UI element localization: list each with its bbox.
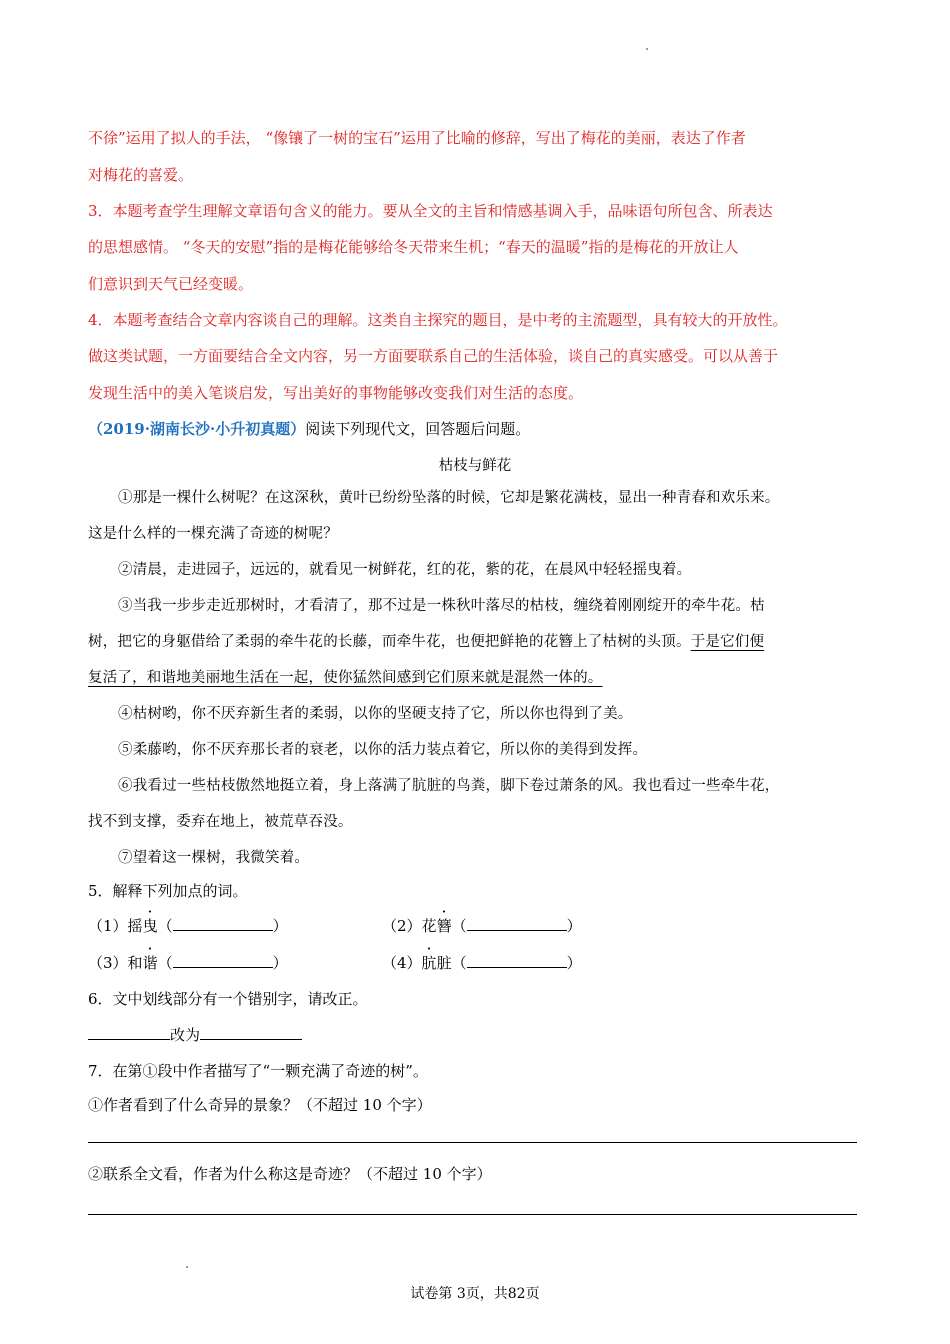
dotted-char: 肮: [421, 954, 437, 972]
analysis-line: 对梅花的喜爱。: [88, 166, 194, 184]
paren: ）: [566, 954, 582, 972]
item-number: （1）: [88, 917, 128, 935]
paren: （: [157, 917, 173, 935]
question-6: 6．文中划线部分有一个错别字，请改正。: [88, 990, 368, 1008]
item-number: （4）: [382, 954, 422, 972]
paren: （: [157, 954, 173, 972]
page-footer: 试卷第 3页，共82页: [410, 1286, 540, 1302]
analysis-q4-line: 做这类试题，一方面要结合全文内容，另一方面要联系自己的生活体验，谈自己的真实感受。可以从善于: [88, 347, 779, 365]
answer-blank[interactable]: [173, 916, 273, 931]
analysis-q3-line: 们意识到天气已经变暖。: [88, 275, 254, 293]
answer-blank[interactable]: [467, 953, 567, 968]
decorative-dot: [646, 48, 648, 50]
answer-line[interactable]: [88, 1214, 857, 1215]
analysis-q4-line: 4．本题考查结合文章内容谈自己的理解。这类自主探究的题目，是中考的主流题型，具有较大的开放性。: [88, 311, 788, 329]
question-5: 5．解释下列加点的词。: [88, 882, 248, 900]
item-number: （2）: [382, 917, 422, 935]
article-paragraph: ③当我一步步走近那树时，才看清了，那不过是一株秋叶落尽的枯枝，缠绕着刚刚绽开的牵牛花。枯: [118, 598, 765, 614]
question-7: 7．在第①段中作者描写了“一颗充满了奇迹的树”。: [88, 1062, 428, 1080]
dotted-char: 曳: [142, 917, 158, 935]
underlined-text: 复活了，和谐地美丽地生活在一起，使你猛然间感到它们原来就是混然一体的。: [88, 670, 603, 686]
article-text: 树，把它的身躯借给了柔弱的牵牛花的长藤，而牵牛花，也便把鲜艳的花簪上了枯树的头顶。: [88, 634, 691, 650]
item-word: 花: [421, 917, 437, 935]
answer-line[interactable]: [88, 1142, 857, 1143]
item-word: 脏: [436, 954, 452, 972]
underlined-text: 于是它们便: [690, 634, 765, 650]
q5-item-4: [382, 952, 582, 974]
paren: （: [451, 954, 467, 972]
paren: （: [451, 917, 467, 935]
question-7-1: ①作者看到了什么奇异的景象？（不超过 10 个字）: [88, 1096, 432, 1114]
analysis-q4-line: 发现生活中的美入笔谈启发，写出美好的事物能够改变我们对生活的态度。: [88, 384, 584, 402]
article-paragraph: ②清晨，走进园子，远远的，就看见一树鲜花，红的花，紫的花，在晨风中轻轻摇曳着。: [118, 562, 692, 578]
item-word: 和: [127, 954, 143, 972]
answer-blank[interactable]: [173, 953, 273, 968]
article-title: 枯枝与鲜花: [438, 458, 512, 474]
article-paragraph: ⑦望着这一棵树，我微笑着。: [118, 850, 310, 866]
source-line: [88, 418, 530, 440]
q5-item-2: [382, 915, 582, 937]
article-paragraph: [88, 631, 764, 653]
answer-blank[interactable]: [200, 1025, 302, 1040]
item-word: 摇: [127, 917, 143, 935]
q6-connector: 改为: [170, 1026, 201, 1044]
q6-answer-row: [88, 1024, 302, 1046]
item-number: （3）: [88, 954, 128, 972]
article-paragraph: ⑤柔藤哟，你不厌弃那长者的衰老，以你的活力装点着它，所以你的美得到发挥。: [118, 742, 648, 758]
dotted-char: 簪: [436, 917, 452, 935]
answer-blank[interactable]: [467, 916, 567, 931]
dotted-char: 谐: [142, 954, 158, 972]
decorative-dot: [186, 1266, 188, 1268]
analysis-line: 不徐”运用了拟人的手法， “像镶了一树的宝石”运用了比喻的修辞，写出了梅花的美丽，表达了作者: [88, 129, 746, 147]
paren: ）: [566, 917, 582, 935]
paren: ）: [272, 917, 288, 935]
q5-item-3: [88, 952, 288, 974]
article-paragraph: 这是什么样的一棵充满了奇迹的树呢？: [88, 526, 338, 542]
article-paragraph: ④枯树哟，你不厌弃新生者的柔弱，以你的坚硬支持了它，所以你也得到了美。: [118, 706, 633, 722]
paren: ）: [272, 954, 288, 972]
source-instruction: 阅读下列现代文，回答题后问题。: [305, 420, 531, 438]
analysis-q3-line: 的思想感情。 “冬天的安慰”指的是梅花能够给冬天带来生机；“春天的温暖”指的是梅花的开放让人: [88, 238, 739, 256]
q5-item-1: [88, 915, 288, 937]
answer-blank[interactable]: [88, 1025, 170, 1040]
article-paragraph: ①那是一棵什么树呢？在这深秋，黄叶已纷纷坠落的时候，它却是繁花满枝，显出一种青春和欢乐来。: [118, 490, 780, 506]
analysis-q3-line: 3．本题考查学生理解文章语句含义的能力。要从全文的主旨和情感基调入手，品味语句所包含、所表达: [88, 202, 773, 220]
source-tag: （2019·湖南长沙·小升初真题）: [88, 420, 306, 438]
article-paragraph: ⑥我看过一些枯枝傲然地挺立着，身上落满了肮脏的鸟粪，脚下卷过萧条的风。我也看过一些牵牛花，: [118, 778, 780, 794]
question-7-2: ②联系全文看，作者为什么称这是奇迹？（不超过 10 个字）: [88, 1165, 492, 1183]
article-paragraph: 找不到支撑，委弃在地上，被荒草吞没。: [88, 814, 353, 830]
